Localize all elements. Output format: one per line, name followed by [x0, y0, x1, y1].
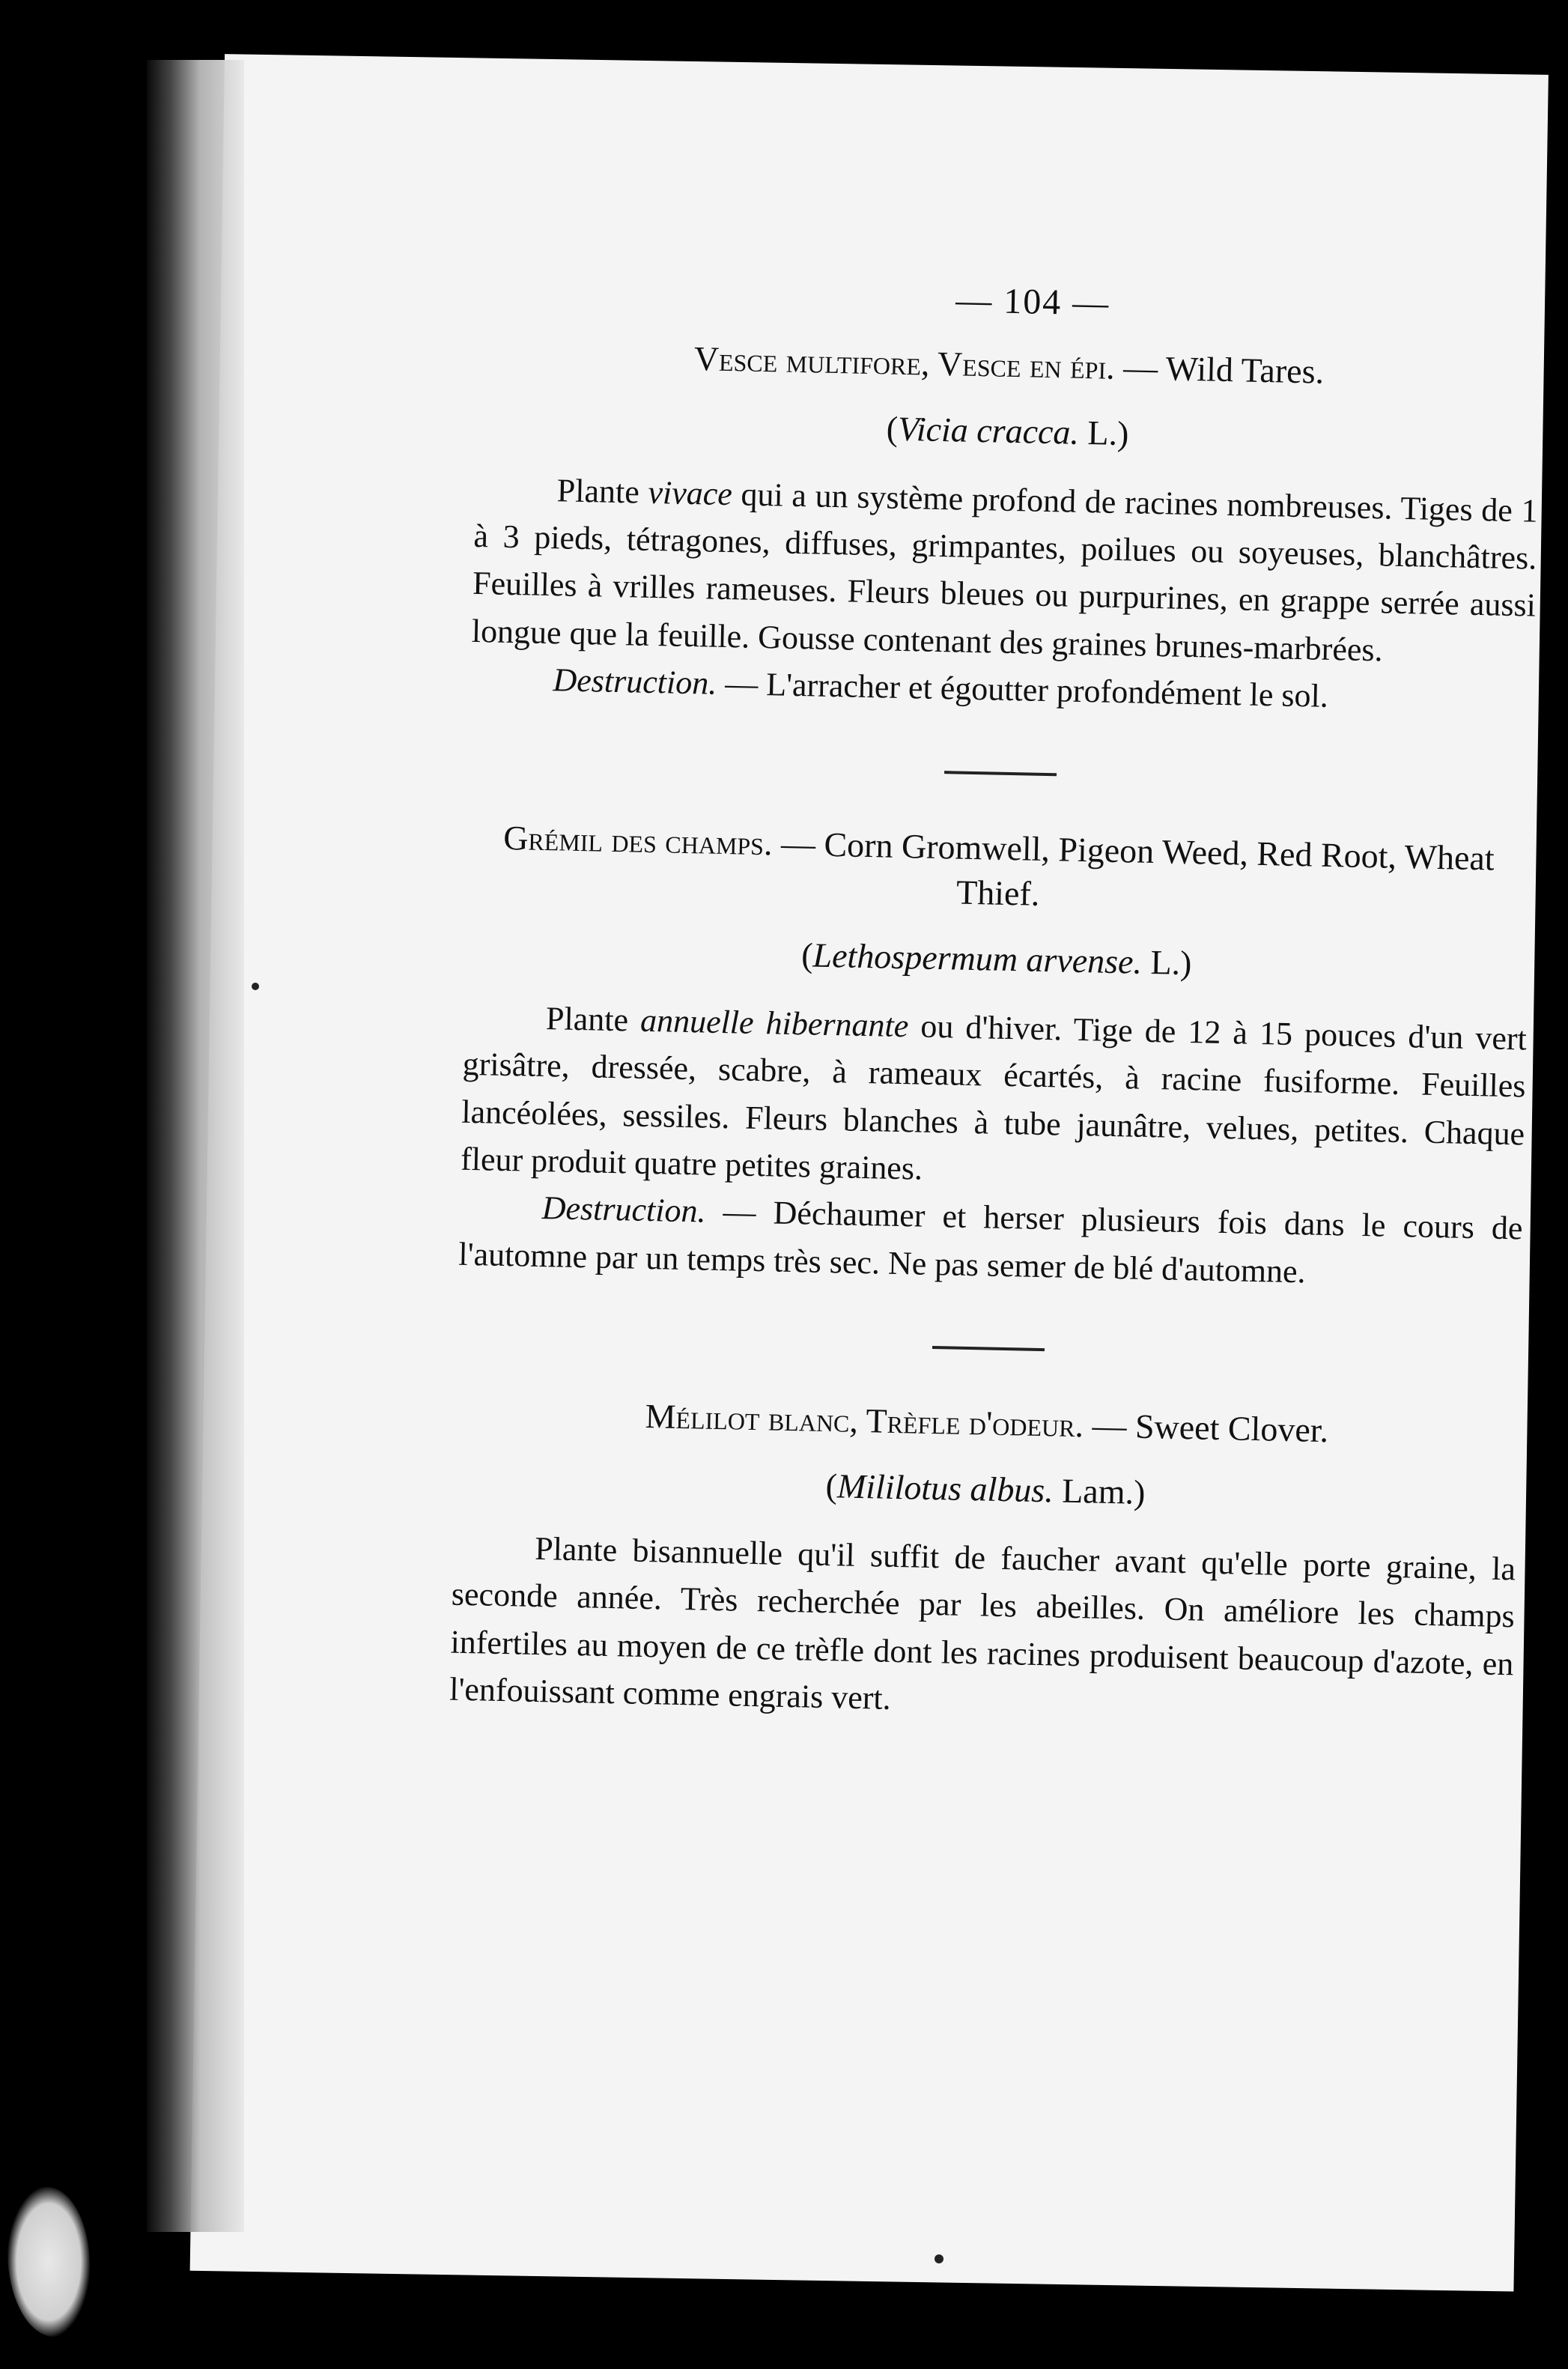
- entry-corn-gromwell: [458, 814, 1531, 1299]
- section-divider: [932, 1346, 1045, 1351]
- description-italic: vivace: [648, 473, 733, 512]
- entry-title-english: — Sweet Clover.: [1092, 1406, 1329, 1450]
- entry-description: [471, 465, 1538, 677]
- page-content: [449, 270, 1543, 1735]
- entry-title: [466, 814, 1531, 927]
- latin-name: (Lethospermum arvense. L.): [800, 935, 1192, 983]
- description-lead: Plante: [556, 471, 640, 511]
- description-rest: qui a un système profond de racines nombreuses. Tiges de 1 à 3 pieds, tétragones, diffuses, grimpantes, poilues ou soyeuses, blanchâtres. Feuilles à vrilles rameuses. Fleurs bleues ou purpurines, en grappe serrée aussi longue que la feuille. Gousse contenant des graines brunes-marbrées.: [471, 476, 1539, 669]
- page-number: — 104 —: [955, 280, 1110, 324]
- entry-title-french: Mélilot blanc, Trèfle d'odeur.: [645, 1397, 1084, 1445]
- entry-title: [455, 1390, 1519, 1458]
- destruction-text: — Déchaumer et herser plusieurs fois dans le cours de l'automne par un temps très sec. Ne pas semer de blé d'automne.: [458, 1193, 1524, 1290]
- scan-artifact: [7, 2187, 90, 2337]
- entry-title-french: Vesce multifore, Vesce en épi.: [693, 339, 1116, 386]
- entry-title-english: — Corn Gromwell, Pigeon Weed, Red Root, Wheat Thief.: [780, 824, 1495, 914]
- entry-title-english: — Wild Tares.: [1122, 348, 1325, 391]
- ink-speck: [252, 983, 259, 990]
- entry-sweet-clover: [449, 1390, 1519, 1735]
- destruction-text: — L'arracher et égoutter profondément le sol.: [724, 665, 1329, 715]
- page-binding-shadow: [147, 60, 244, 2232]
- latin-author: Lam.: [1061, 1471, 1134, 1511]
- ink-speck: [935, 2254, 943, 2263]
- entry-wild-tares: [470, 332, 1541, 724]
- description-italic: annuelle hibernante: [639, 1001, 909, 1045]
- latin-binomial: Lethospermum arvense.: [812, 935, 1143, 981]
- latin-binomial: Mililotus albus.: [836, 1466, 1054, 1510]
- latin-author: L.: [1149, 942, 1181, 982]
- entry-description: Plante bisannuelle qu'il suffit de faucher avant qu'elle porte graine, la seconde année. Très recherchée par les abeilles. On améliore les champs infertiles au moyen de ce trèfle dont les racines produisent beaucoup d'azote, en l'enfouissant comme engrais vert.: [449, 1529, 1516, 1717]
- destruction-label: Destruction.: [553, 661, 717, 702]
- latin-name: (Mililotus albus. Lam.): [825, 1466, 1146, 1511]
- destruction-label: Destruction.: [541, 1189, 707, 1230]
- description-rest: ou d'hiver. Tige de 12 à 15 pouces d'un vert grisâtre, dressée, scabre, à rameaux écartés, à racine fusiforme. Feuilles lancéolées, sessiles. Fleurs blanches à tube jaunâtre, velues, petites. Chaque fleur produit quatre petites graines.: [460, 1007, 1528, 1187]
- description-lead: Plante: [545, 1000, 629, 1039]
- section-divider: [944, 771, 1057, 776]
- entry-description: [460, 993, 1527, 1205]
- latin-binomial: Vicia cracca.: [897, 409, 1080, 452]
- entry-title-french: Grémil des champs.: [502, 818, 774, 862]
- latin-name: (Vicia cracca. L.): [886, 409, 1129, 452]
- entry-title: [477, 332, 1541, 399]
- latin-author: L.: [1087, 413, 1118, 452]
